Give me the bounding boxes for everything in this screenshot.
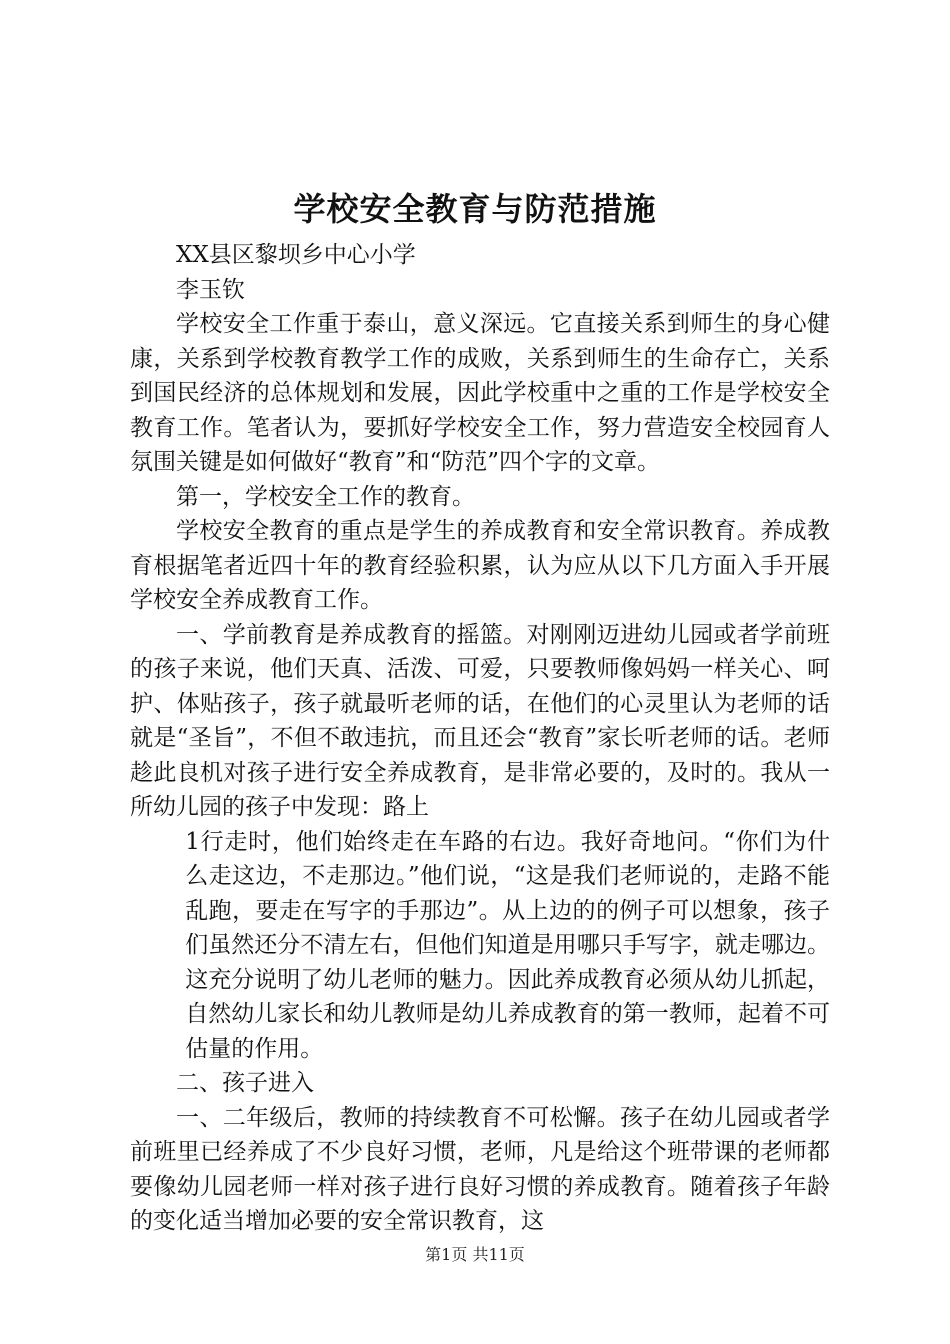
document-title: 学校安全教育与防范措施 <box>293 190 657 228</box>
paragraph-safety-focus: 学校安全教育的重点是学生的养成教育和安全常识教育。养成教育根据笔者近四十年的教育经验积累，认为应从以下几方面入手开展学校安全养成教育工作。 <box>130 518 830 613</box>
page-number-footer: 第1页 共11页 <box>425 1245 525 1264</box>
paragraph-walking-example: 1行走时，他们始终走在车路的右边。我好奇地问。“你们为什么走这边，不走那边。”他们说，“这是我们老师说的，走路不能乱跑，要走在写字的手那边”。从上边的的例子可以想象，孩子们虽然还分不清左右，但他们知道是用哪只手写字，就走哪边。这充分说明了幼儿老师的魅力。因此养成教育必须从幼儿抓起，自然幼儿家长和幼儿教师是幼儿养成教育的第一教师，起着不可估量的作用。 <box>185 828 830 1062</box>
paragraph-grade-one-two: 一、二年级后，教师的持续教育不可松懈。孩子在幼儿园或者学前班里已经养成了不少良好习惯，老师，凡是给这个班带课的老师都要像幼儿园老师一样对孩子进行良好习惯的养成教育。随着孩子年龄的变化适当增加必要的安全常识教育，这 <box>130 1104 830 1234</box>
section-heading-first: 第一，学校安全工作的教育。 <box>176 483 475 510</box>
subheading-grade-entry: 二、孩子进入 <box>176 1070 314 1096</box>
author-line: 李玉钦 <box>176 276 245 303</box>
paragraph-preschool: 一、学前教育是养成教育的摇篮。对刚刚迈进幼儿园或者学前班的孩子来说，他们天真、活泼、可爱，只要教师像妈妈一样关心、呵护、体贴孩子，孩子就最听老师的话，在他们的心灵里认为老师的话就是“圣旨”，不但不敢违抗，而且还会“教育”家长听老师的话。老师趁此良机对孩子进行安全养成教育，是非常必要的，及时的。我从一所幼儿园的孩子中发现：路上 <box>130 621 830 820</box>
document-body <box>130 238 830 1239</box>
paragraph-intro: 学校安全工作重于泰山，意义深远。它直接关系到师生的身心健康，关系到学校教育教学工作的成败，关系到师生的生命存亡，关系到国民经济的总体规划和发展，因此学校重中之重的工作是学校安全教育工作。笔者认为，要抓好学校安全工作，努力营造安全校园育人氛围关键是如何做好“教育”和“防范”四个字的文章。 <box>130 311 830 475</box>
school-name-line: XX县区黎坝乡中心小学 <box>176 242 416 268</box>
